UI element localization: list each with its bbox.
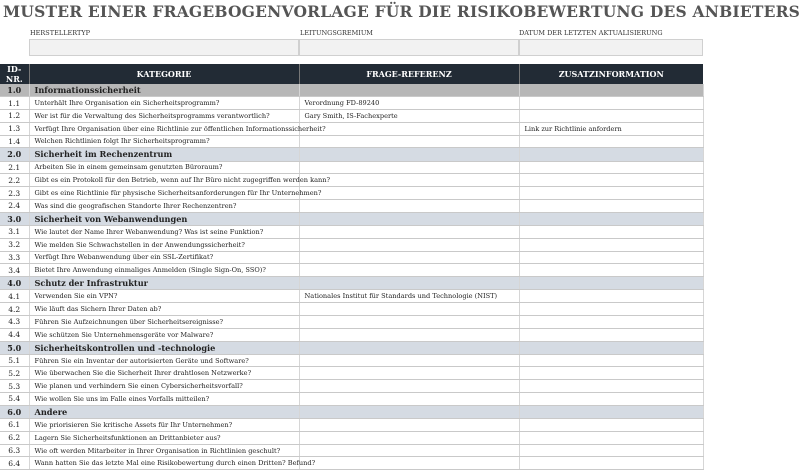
cell-reference[interactable] xyxy=(299,277,519,290)
manufacturer-label: HERSTELLERTYP xyxy=(30,29,90,37)
table-header-row xyxy=(0,64,703,84)
cell-info[interactable] xyxy=(519,84,703,97)
cell-info[interactable] xyxy=(519,199,703,212)
cell-id: 5.2 xyxy=(0,367,29,380)
cell-info[interactable] xyxy=(519,457,703,470)
cell-id: 4.3 xyxy=(0,315,29,328)
cell-id: 6.4 xyxy=(0,457,29,470)
table-body xyxy=(0,84,703,470)
table-row xyxy=(0,225,703,238)
cell-category: Schutz der Infrastruktur xyxy=(29,277,299,290)
table-row xyxy=(0,122,703,135)
cell-reference[interactable] xyxy=(299,199,519,212)
cell-id: 3.2 xyxy=(0,238,29,251)
cell-reference[interactable] xyxy=(299,187,519,200)
risk-table xyxy=(0,64,704,470)
cell-reference[interactable] xyxy=(299,264,519,277)
cell-reference[interactable] xyxy=(299,251,519,264)
cell-info[interactable] xyxy=(519,161,703,174)
cell-category: Führen Sie ein Inventar der autorisierten Geräte und Software? xyxy=(29,354,299,367)
cell-info[interactable] xyxy=(519,405,703,418)
cell-reference[interactable]: Verordnung FD-89240 xyxy=(299,97,519,110)
updated-field[interactable] xyxy=(519,39,703,56)
table-row xyxy=(0,431,703,444)
cell-reference[interactable] xyxy=(299,457,519,470)
cell-info[interactable] xyxy=(519,187,703,200)
cell-category: Wann hatten Sie das letzte Mal eine Risikobewertung durch einen Dritten? Befund? xyxy=(29,457,299,470)
cell-info[interactable] xyxy=(519,251,703,264)
cell-id: 6.2 xyxy=(0,431,29,444)
cell-info[interactable] xyxy=(519,328,703,341)
cell-id: 2.0 xyxy=(0,148,29,161)
cell-id: 2.4 xyxy=(0,199,29,212)
table-row xyxy=(0,457,703,470)
header-id: ID-NR. xyxy=(0,64,29,84)
table-row xyxy=(0,97,703,110)
cell-category: Sicherheit im Rechenzentrum xyxy=(29,148,299,161)
cell-info[interactable] xyxy=(519,174,703,187)
cell-reference[interactable] xyxy=(299,393,519,406)
cell-category: Wie überwachen Sie die Sicherheit Ihrer drahtlosen Netzwerke? xyxy=(29,367,299,380)
cell-id: 6.1 xyxy=(0,419,29,432)
cell-info[interactable] xyxy=(519,380,703,393)
section-row xyxy=(0,277,703,290)
cell-id: 4.4 xyxy=(0,328,29,341)
cell-category: Gibt es ein Protokoll für den Betrieb, wenn auf Ihr Büro nicht zugegriffen werden kann? xyxy=(29,174,299,187)
cell-reference[interactable] xyxy=(299,238,519,251)
cell-reference[interactable] xyxy=(299,328,519,341)
cell-info[interactable] xyxy=(519,431,703,444)
cell-id: 1.1 xyxy=(0,97,29,110)
table-row xyxy=(0,393,703,406)
cell-id: 3.4 xyxy=(0,264,29,277)
cell-reference[interactable] xyxy=(299,225,519,238)
cell-category: Unterhält Ihre Organisation ein Sicherheitsprogramm? xyxy=(29,97,299,110)
cell-category: Wie planen und verhindern Sie einen Cybersicherheitsvorfall? xyxy=(29,380,299,393)
cell-id: 5.0 xyxy=(0,341,29,354)
cell-category: Wie wollen Sie uns im Falle eines Vorfalls mitteilen? xyxy=(29,393,299,406)
section-row xyxy=(0,212,703,225)
cell-id: 3.0 xyxy=(0,212,29,225)
cell-reference[interactable] xyxy=(299,419,519,432)
table-row xyxy=(0,419,703,432)
section-row xyxy=(0,341,703,354)
cell-category: Wie melden Sie Schwachstellen in der Anwendungssicherheit? xyxy=(29,238,299,251)
table-row xyxy=(0,380,703,393)
cell-info[interactable] xyxy=(519,148,703,161)
cell-category: Verfügt Ihre Webanwendung über ein SSL-Zertifikat? xyxy=(29,251,299,264)
cell-info[interactable] xyxy=(519,212,703,225)
cell-info[interactable] xyxy=(519,225,703,238)
cell-category: Bietet Ihre Anwendung einmaliges Anmelden (Single Sign-On, SSO)? xyxy=(29,264,299,277)
cell-id: 6.0 xyxy=(0,405,29,418)
cell-id: 4.1 xyxy=(0,290,29,303)
table-row xyxy=(0,161,703,174)
cell-reference[interactable] xyxy=(299,212,519,225)
cell-info[interactable] xyxy=(519,264,703,277)
cell-reference[interactable] xyxy=(299,431,519,444)
cell-info[interactable] xyxy=(519,303,703,316)
cell-info[interactable] xyxy=(519,97,703,110)
cell-reference[interactable]: Nationales Institut für Standards und Technologie (NIST) xyxy=(299,290,519,303)
cell-info[interactable] xyxy=(519,393,703,406)
cell-reference[interactable] xyxy=(299,367,519,380)
cell-reference[interactable] xyxy=(299,341,519,354)
cell-info[interactable]: Link zur Richtlinie anfordern xyxy=(519,122,703,135)
cell-category: Wie oft werden Mitarbeiter in Ihrer Organisation in Richtlinien geschult? xyxy=(29,444,299,457)
cell-category: Führen Sie Aufzeichnungen über Sicherheitsereignisse? xyxy=(29,315,299,328)
cell-category: Welchen Richtlinien folgt Ihr Sicherheitsprogramm? xyxy=(29,135,299,148)
cell-reference[interactable] xyxy=(299,354,519,367)
cell-category: Wie lautet der Name Ihrer Webanwendung? Was ist seine Funktion? xyxy=(29,225,299,238)
table-row xyxy=(0,303,703,316)
cell-reference[interactable] xyxy=(299,444,519,457)
cell-id: 1.4 xyxy=(0,135,29,148)
cell-id: 1.2 xyxy=(0,109,29,122)
cell-reference[interactable] xyxy=(299,303,519,316)
table-row xyxy=(0,174,703,187)
cell-reference[interactable] xyxy=(299,148,519,161)
updated-label: DATUM DER LETZTEN AKTUALISIERUNG xyxy=(519,29,663,37)
header-info: ZUSATZINFORMATION xyxy=(519,64,703,84)
committee-label: LEITUNGSGREMIUM xyxy=(300,29,373,37)
cell-category: Informationssicherheit xyxy=(29,84,299,97)
cell-id: 4.0 xyxy=(0,277,29,290)
cell-id: 5.3 xyxy=(0,380,29,393)
cell-id: 5.1 xyxy=(0,354,29,367)
cell-category: Gibt es eine Richtlinie für physische Sicherheitsanforderungen für Ihr Unternehmen? xyxy=(29,187,299,200)
cell-info[interactable] xyxy=(519,109,703,122)
cell-category: Wie schützen Sie Unternehmensgeräte vor Malware? xyxy=(29,328,299,341)
meta-labels xyxy=(0,29,703,39)
cell-reference[interactable] xyxy=(299,405,519,418)
cell-id: 6.3 xyxy=(0,444,29,457)
cell-reference[interactable] xyxy=(299,315,519,328)
table-row xyxy=(0,238,703,251)
cell-category: Andere xyxy=(29,405,299,418)
table-row xyxy=(0,251,703,264)
cell-reference[interactable] xyxy=(299,161,519,174)
cell-category: Verwenden Sie ein VPN? xyxy=(29,290,299,303)
table-row xyxy=(0,264,703,277)
cell-id: 2.2 xyxy=(0,174,29,187)
cell-info[interactable] xyxy=(519,315,703,328)
header-category: KATEGORIE xyxy=(29,64,299,84)
cell-category: Wie läuft das Sichern Ihrer Daten ab? xyxy=(29,303,299,316)
cell-category: Lagern Sie Sicherheitsfunktionen an Drittanbieter aus? xyxy=(29,431,299,444)
cell-reference[interactable] xyxy=(299,135,519,148)
cell-category: Sicherheitskontrollen und -technologie xyxy=(29,341,299,354)
cell-info[interactable] xyxy=(519,367,703,380)
cell-info[interactable] xyxy=(519,354,703,367)
table-row xyxy=(0,444,703,457)
cell-reference[interactable] xyxy=(299,174,519,187)
cell-info[interactable] xyxy=(519,277,703,290)
cell-id: 3.3 xyxy=(0,251,29,264)
page-title: MUSTER EINER FRAGEBOGENVORLAGE FÜR DIE RISIKOBEWERTUNG DES ANBIETERS xyxy=(3,2,800,21)
cell-reference[interactable] xyxy=(299,380,519,393)
cell-id: 2.3 xyxy=(0,187,29,200)
cell-reference[interactable]: Gary Smith, IS-Fachexperte xyxy=(299,109,519,122)
cell-reference[interactable] xyxy=(299,84,519,97)
cell-id: 2.1 xyxy=(0,161,29,174)
table-row xyxy=(0,354,703,367)
cell-category: Was sind die geografischen Standorte Ihrer Rechenzentren? xyxy=(29,199,299,212)
cell-category: Verfügt Ihre Organisation über eine Richtlinie zur öffentlichen Informationssicherheit? xyxy=(29,122,299,135)
cell-id: 3.1 xyxy=(0,225,29,238)
cell-info[interactable] xyxy=(519,290,703,303)
cell-info[interactable] xyxy=(519,444,703,457)
header-reference: FRAGE-REFERENZ xyxy=(299,64,519,84)
table-row xyxy=(0,199,703,212)
cell-info[interactable] xyxy=(519,419,703,432)
cell-id: 1.3 xyxy=(0,122,29,135)
cell-category: Sicherheit von Webanwendungen xyxy=(29,212,299,225)
section-row xyxy=(0,405,703,418)
table-row xyxy=(0,109,703,122)
table-row xyxy=(0,290,703,303)
cell-category: Arbeiten Sie in einem gemeinsam genutzten Büroraum? xyxy=(29,161,299,174)
table-row xyxy=(0,135,703,148)
section-row xyxy=(0,84,703,97)
manufacturer-field[interactable] xyxy=(29,39,299,56)
cell-category: Wie priorisieren Sie kritische Assets für Ihr Unternehmen? xyxy=(29,419,299,432)
cell-id: 1.0 xyxy=(0,84,29,97)
cell-id: 4.2 xyxy=(0,303,29,316)
cell-info[interactable] xyxy=(519,135,703,148)
table-row xyxy=(0,367,703,380)
cell-info[interactable] xyxy=(519,238,703,251)
table-row xyxy=(0,187,703,200)
table-row xyxy=(0,315,703,328)
table-row xyxy=(0,328,703,341)
cell-reference[interactable] xyxy=(299,122,519,135)
committee-field[interactable] xyxy=(299,39,519,56)
cell-info[interactable] xyxy=(519,341,703,354)
cell-category: Wer ist für die Verwaltung des Sicherheitsprogramms verantwortlich? xyxy=(29,109,299,122)
section-row xyxy=(0,148,703,161)
cell-id: 5.4 xyxy=(0,393,29,406)
